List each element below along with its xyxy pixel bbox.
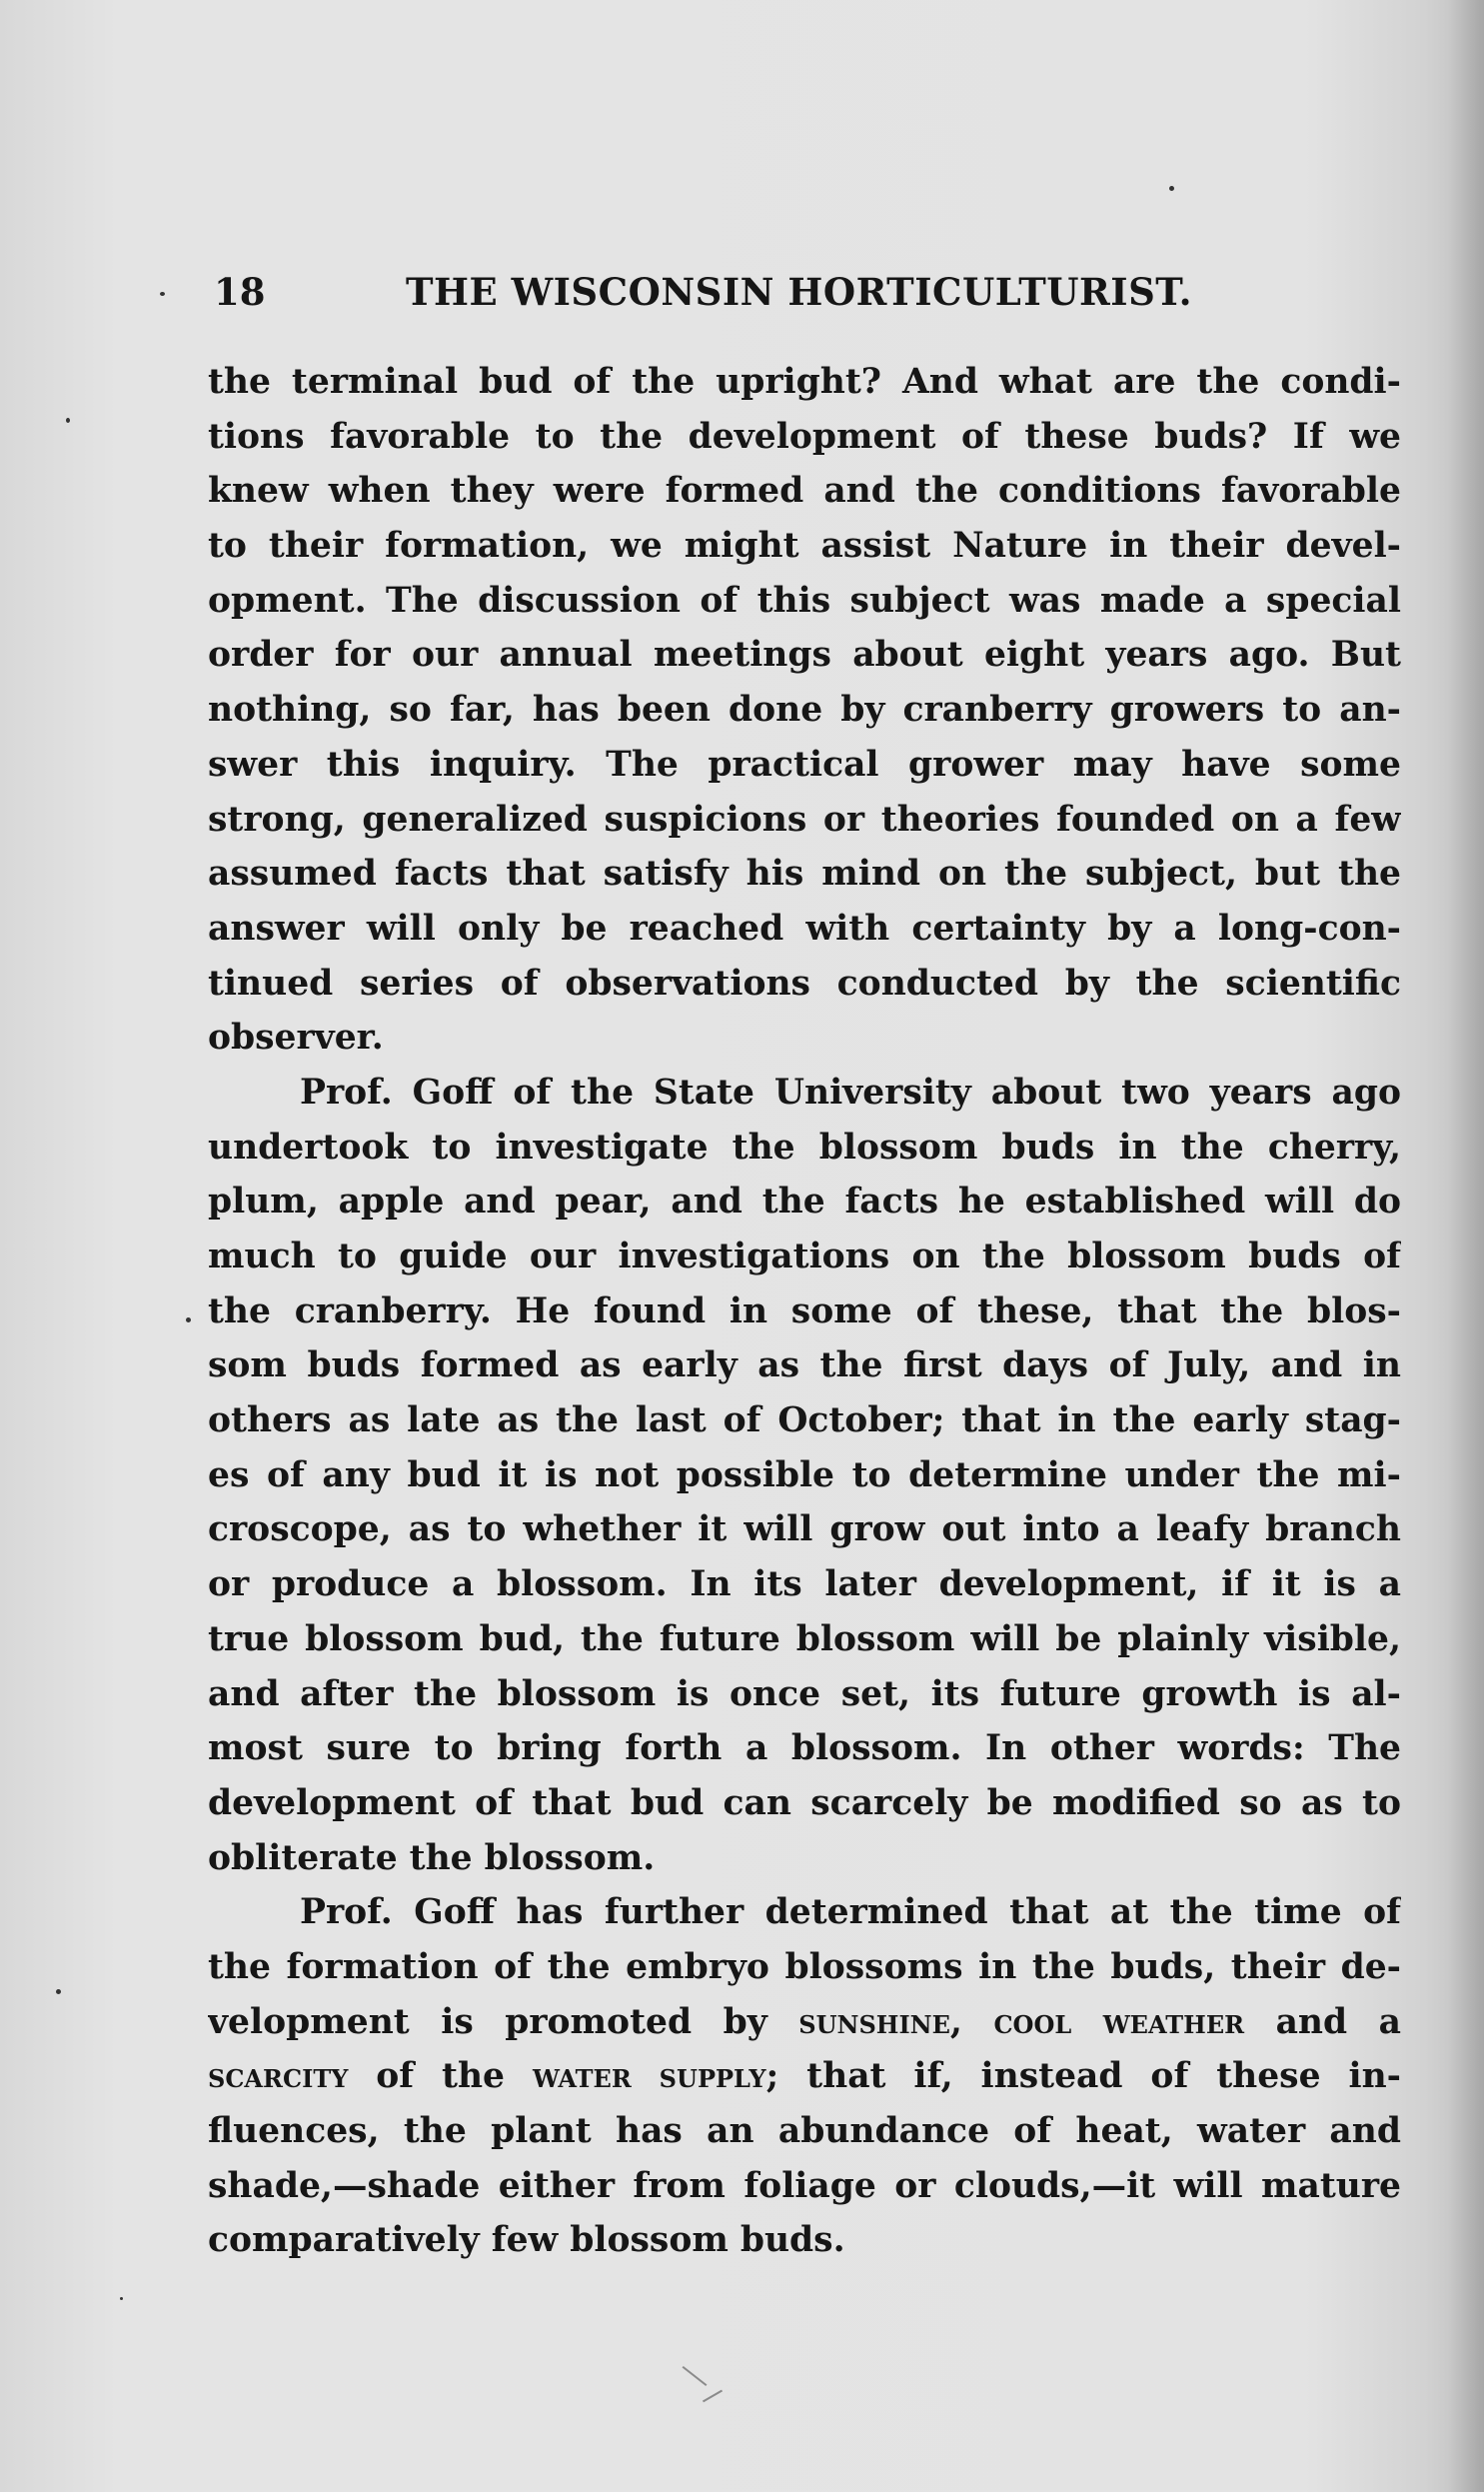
small-caps-term: sunshine	[798, 2001, 950, 2042]
text-line: undertook to investigate the blossom buds in the cherry,	[208, 1127, 1401, 1168]
text-line: assumed facts that satisfy his mind on the subject, but the	[208, 854, 1401, 895]
text-line: and after the blossom is once set, its future growth is al-	[208, 1673, 1401, 1714]
scan-speck	[1169, 186, 1174, 191]
text-line: tions favorable to the development of these buds? If we	[208, 416, 1401, 457]
text-line: strong, generalized suspicions or theories founded on a few	[208, 799, 1401, 840]
scan-speck	[160, 292, 165, 296]
text-line: order for our annual meetings about eight years ago. But	[208, 635, 1401, 676]
text-line: others as late as the last of October; that in the early stag-	[208, 1400, 1401, 1441]
text-line	[208, 2049, 1401, 2104]
text-line: the cranberry. He found in some of these, that the blos-	[208, 1290, 1401, 1331]
running-title: THE WISCONSIN HORTICULTURIST.	[406, 270, 1192, 314]
page-edge-shadow	[1448, 0, 1484, 2492]
scan-speck	[56, 1989, 61, 1994]
text-fragment: velopment is promoted by	[208, 2001, 799, 2042]
text-line: fluences, the plant has an abundance of heat, water and	[208, 2111, 1401, 2151]
text-line: obliterate the blossom.	[208, 1837, 656, 1878]
text-line: to their formation, we might assist Nature in their devel-	[208, 526, 1401, 567]
text-line	[208, 1995, 1401, 2050]
scan-scratch	[683, 2366, 708, 2386]
text-line: som buds formed as early as the first days of July, and in	[208, 1345, 1401, 1386]
text-fragment: ; that if, instead of these in-	[765, 2056, 1401, 2097]
text-line: plum, apple and pear, and the facts he established will do	[208, 1182, 1401, 1223]
text-line: swer this inquiry. The practical grower may have some	[208, 744, 1401, 785]
text-line: the terminal bud of the upright? And what are the condi-	[208, 362, 1401, 402]
text-line: much to guide our investigations on the blossom buds of	[208, 1237, 1401, 1276]
body-text	[208, 355, 1401, 2268]
paragraph-2	[208, 1066, 1401, 1885]
paragraph-3	[208, 1885, 1401, 2268]
text-line: answer will only be reached with certainty by a long-con-	[208, 908, 1401, 949]
scan-speck	[66, 418, 70, 423]
text-line: Prof. Goff has further determined that at the time of	[300, 1892, 1401, 1933]
scan-scratch	[703, 2390, 723, 2403]
text-line: observer.	[208, 1018, 384, 1059]
small-caps-term: scarcity	[208, 2056, 349, 2097]
text-line: the formation of the embryo blossoms in the buds, their de-	[208, 1946, 1401, 1987]
text-line: or produce a blossom. In its later development, if it is a	[208, 1564, 1401, 1605]
scan-speck	[186, 1317, 191, 1322]
text-line: knew when they were formed and the conditions favorable	[208, 471, 1401, 512]
text-line: croscope, as to whether it will grow out into a leafy branch	[208, 1509, 1401, 1550]
small-caps-term: water supply	[532, 2056, 766, 2097]
text-line: comparatively few blossom buds.	[208, 2220, 845, 2261]
scan-speck	[120, 2297, 123, 2300]
text-line: opment. The discussion of this subject was made a special	[208, 580, 1401, 621]
text-line: es of any bud it is not possible to determine under the mi-	[208, 1454, 1401, 1495]
text-fragment: of the	[348, 2056, 533, 2097]
text-line: nothing, so far, has been done by cranberry growers to an-	[208, 690, 1401, 731]
text-line: shade,—shade either from foliage or clouds,—it will mature	[208, 2165, 1401, 2206]
page-header	[214, 262, 1218, 322]
text-fragment: ,	[949, 2001, 994, 2042]
text-line: development of that bud can scarcely be modified so as to	[208, 1782, 1401, 1823]
text-fragment: and a	[1244, 2001, 1401, 2042]
page-number: 18	[214, 270, 266, 314]
text-line: most sure to bring forth a blossom. In other words: The	[208, 1728, 1401, 1769]
text-line: tinued series of observations conducted by the scientific	[208, 963, 1401, 1004]
small-caps-term: cool weather	[993, 2001, 1245, 2042]
paragraph-1	[208, 355, 1401, 1066]
text-line: Prof. Goff of the State University about two years ago	[300, 1072, 1401, 1113]
text-line: true blossom bud, the future blossom will be plainly visible,	[208, 1618, 1401, 1659]
